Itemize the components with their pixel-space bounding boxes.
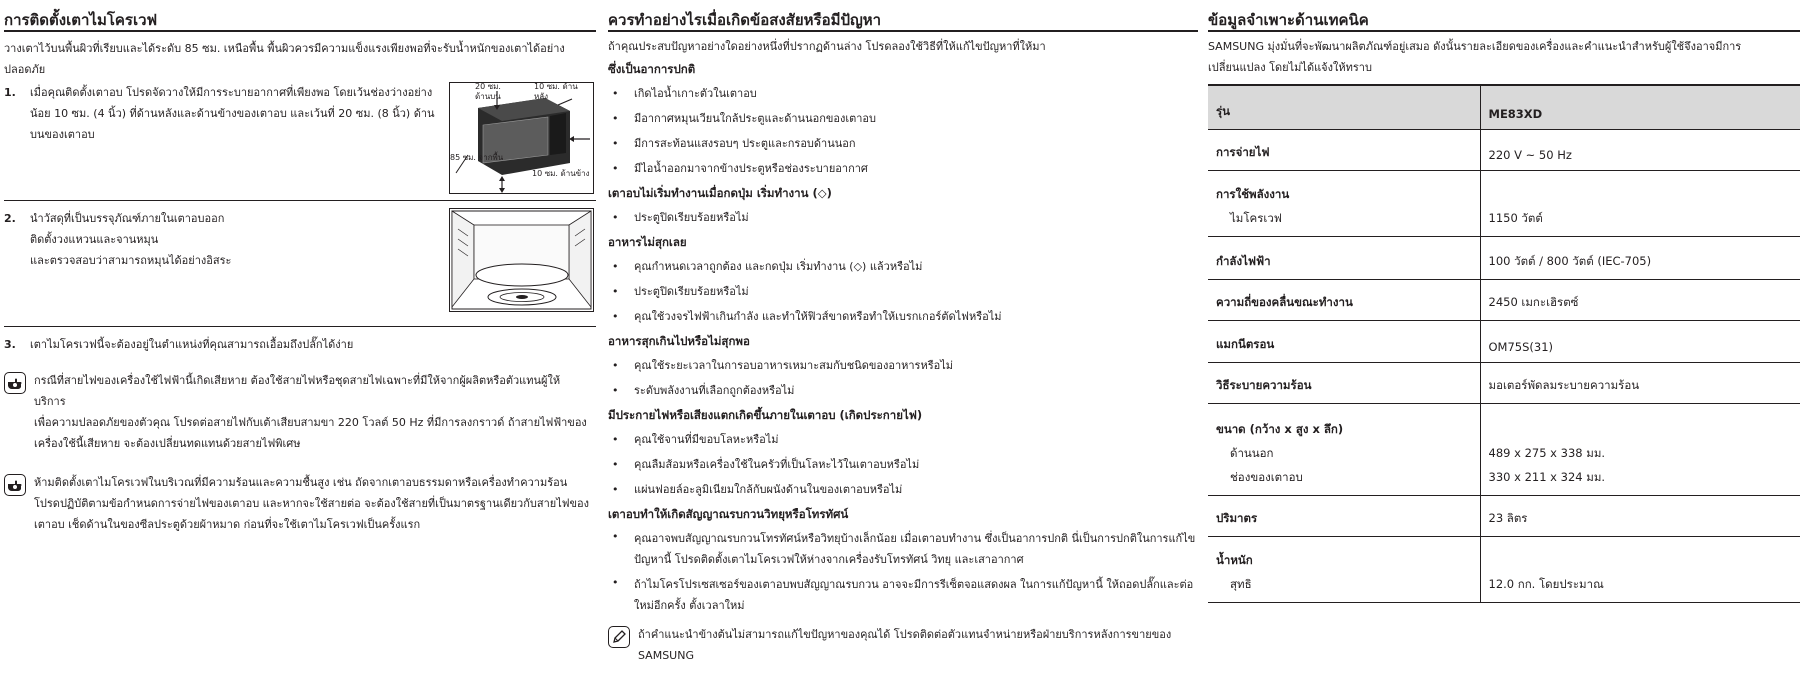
step-number: 2. <box>4 212 16 225</box>
list-item: • ประตูปิดเรียบร้อยหรือไม่ <box>608 205 1198 230</box>
spec-value: 23 ลิตร <box>1480 495 1800 536</box>
spec-label-main: การใช้พลังงาน <box>1216 186 1290 201</box>
specifications-title: ข้อมูลจำเพาะด้านเทคนิค <box>1208 11 1369 29</box>
step-text <box>30 208 430 271</box>
divider <box>4 200 596 201</box>
spec-value: 220 V ~ 50 Hz <box>1480 129 1800 170</box>
turntable-figure <box>449 208 594 312</box>
list-item: • คุณใช้วงจรไฟฟ้าเกินกำลัง และทำให้ฟิวส์ขาดหรือทำให้เบรกเกอร์ตัดไฟหรือไม่ <box>608 304 1198 329</box>
list-item: • ประตูปิดเรียบร้อยหรือไม่ <box>608 279 1198 304</box>
group-heading: เตาอบไม่เริ่มทำงานเมื่อกดปุ่ม เริ่มทำงาน (◇) <box>608 186 832 200</box>
table-row <box>1208 170 1800 236</box>
table-row <box>1208 495 1800 536</box>
back-clearance-label: 10 ซม. ด้านหลัง <box>534 82 578 101</box>
spec-sublabel: ด้านนอก <box>1230 445 1274 460</box>
troubleshooting-title: ควรทำอย่างไรเมื่อเกิดข้อสงสัยหรือมีปัญหา <box>608 11 882 29</box>
group-heading: มีประกายไฟหรือเสียงแตกเกิดขึ้นภายในเตาอบ (เกิดประกายไฟ) <box>608 408 923 422</box>
list-item: • คุณลืมส้อมหรือเครื่องใช้ในครัวที่เป็นโลหะไว้ในเตาอบหรือไม่ <box>608 452 1198 477</box>
list-item: • คุณอาจพบสัญญาณรบกวนโทรทัศน์หรือวิทยุบ้างเล็กน้อย เมื่อเตาอบทำงาน ซึ่งเป็นอาการปกติ นี่เป็นการปกติในการแก้ไขปัญหานี้ โปรดติดตั้งเตาไมโครเวฟให้ห่างจากเครื่องรับโทรทัศน์ วิทยุ และเสาอากาศ <box>608 526 1198 572</box>
spec-label: กำลังไฟฟ้า <box>1208 236 1480 279</box>
table-row <box>1208 320 1800 362</box>
table-row <box>1208 403 1800 495</box>
table-row <box>1208 236 1800 279</box>
step-line: และตรวจสอบว่าสามารถหมุนได้อย่างอิสระ <box>30 254 232 267</box>
note-paragraph: กรณีที่สายไฟของเครื่องใช้ไฟฟ้านี้เกิดเสียหาย ต้องใช้สายไฟหรือชุดสายไฟเฉพาะที่มีให้จากผู้ผลิตหรือตัวแทนผู้ให้บริการ <box>34 374 561 408</box>
spec-label: แมกนีตรอน <box>1208 320 1480 362</box>
hand-pointer-icon <box>4 372 26 394</box>
table-header-row <box>1208 85 1800 129</box>
installation-intro: วางเตาไว้บนพื้นผิวที่เรียบและได้ระดับ 85 ซม. เหนือพื้น พื้นผิวควรมีความแข็งแรงเพียงพอที่จะรับน้ำหนักของเตาได้อย่างปลอดภัย <box>4 42 565 76</box>
floor-clearance-label: 85 ซม. จากพื้น <box>450 153 504 162</box>
step-text: เตาไมโครเวฟนี้จะต้องอยู่ในตำแหน่งที่คุณสามารถเอื้อมถึงปลั๊กได้ง่าย <box>30 338 354 351</box>
list-item: • คุณกำหนดเวลาถูกต้อง และกดปุ่ม เริ่มทำงาน (◇) แล้วหรือไม่ <box>608 254 1198 279</box>
note-text <box>34 370 590 454</box>
contact-note <box>608 624 1198 668</box>
spec-value: 1150 วัตต์ <box>1480 170 1800 236</box>
troubleshooting-intro: ถ้าคุณประสบปัญหาอย่างใดอย่างหนึ่งที่ปรากฏด้านล่าง โปรดลองใช้วิธีที่ให้แก้ไขปัญหาที่ให้มา <box>608 40 1046 53</box>
group-heading: เตาอบทำให้เกิดสัญญาณรบกวนวิทยุหรือโทรทัศน์ <box>608 507 849 521</box>
spec-label: ปริมาตร <box>1208 495 1480 536</box>
spec-sublabel: สุทธิ <box>1230 576 1252 591</box>
list-item: • เกิดไอน้ำเกาะตัวในเตาอบ <box>608 81 1198 106</box>
pencil-note-icon <box>608 626 630 648</box>
group-heading: ซึ่งเป็นอาการปกติ <box>608 62 696 76</box>
divider <box>4 326 596 327</box>
note-text: ถ้าคำแนะนำข้างต้นไม่สามารถแก้ไขปัญหาของคุณได้ โปรดติดต่อตัวแทนจำหน่ายหรือฝ่ายบริการหลังการขายของ SAMSUNG <box>638 628 1172 662</box>
table-row <box>1208 536 1800 602</box>
list-item: • มีอากาศหมุนเวียนใกล้ประตูและด้านนอกของเตาอบ <box>608 106 1198 131</box>
note-paragraph: เพื่อความปลอดภัยของตัวคุณ โปรดต่อสายไฟกับเต้าเสียบสามขา 220 โวลต์ 50 Hz ที่มีการลงกราวด์ ถ้าสายไฟฟ้าของเครื่องใช้นี้เสียหาย จะต้องเปลี่ยนทดแทนด้วยสายไฟพิเศษ <box>34 416 587 450</box>
spec-label-main: น้ำหนัก <box>1216 552 1253 567</box>
step-line: ติดตั้งวงแหวนและจานหมุน <box>30 233 159 246</box>
spec-label <box>1208 403 1480 495</box>
step-text: เมื่อคุณติดตั้งเตาอบ โปรดจัดวางให้มีการระบายอากาศที่เพียงพอ โดยเว้นช่องว่างอย่างน้อย 10 ซม. (4 นิ้ว) ที่ด้านหลังและด้านข้างของเตาอบ และเว้นที่ 20 ซม. (8 นิ้ว) ด้านบนของเตาอบ <box>30 86 435 141</box>
list-item: • คุณใช้จานที่มีขอบโลหะหรือไม่ <box>608 427 1198 452</box>
group-heading: อาหารสุกเกินไปหรือไม่สุกพอ <box>608 334 750 348</box>
spec-value: OM75S(31) <box>1480 320 1800 362</box>
spec-label: วิธีระบายความร้อน <box>1208 362 1480 403</box>
spec-value-line: 489 x 275 x 338 มม. <box>1488 445 1606 460</box>
spec-value: มอเตอร์พัดลมระบายความร้อน <box>1480 362 1800 403</box>
spec-label <box>1208 536 1480 602</box>
list-item: • แผ่นฟอยล์อะลูมิเนียมใกล้กับผนังด้านในของเตาอบหรือไม่ <box>608 477 1198 502</box>
list-item: • คุณใช้ระยะเวลาในการอบอาหารเหมาะสมกับชนิดของอาหารหรือไม่ <box>608 353 1198 378</box>
spec-sublabel: ช่องของเตาอบ <box>1230 469 1303 484</box>
list-item: • มีการสะท้อนแสงรอบๆ ประตูและกรอบด้านนอก <box>608 131 1198 156</box>
spec-value: 12.0 กก. โดยประมาณ <box>1480 536 1800 602</box>
hand-pointer-icon <box>4 474 26 496</box>
group-heading: อาหารไม่สุกเลย <box>608 235 687 249</box>
spec-sublabel: ไมโครเวฟ <box>1230 210 1282 225</box>
installation-title: การติดตั้งเตาไมโครเวฟ <box>4 11 158 29</box>
spec-label: การจ่ายไฟ <box>1208 129 1480 170</box>
specifications-section <box>1208 0 1800 692</box>
clearance-figure <box>449 82 594 194</box>
table-row <box>1208 362 1800 403</box>
table-row <box>1208 279 1800 320</box>
installation-section <box>4 0 596 692</box>
top-clearance-label: 20 ซม. ด้านบน <box>475 82 501 101</box>
spec-value: 100 วัตต์ / 800 วัตต์ (IEC-705) <box>1480 236 1800 279</box>
model-label: รุ่น <box>1208 85 1480 129</box>
spec-label: ความถี่ของคลื่นขณะทำงาน <box>1208 279 1480 320</box>
list-item: • มีไอน้ำออกมาจากข้างประตูหรือช่องระบายอากาศ <box>608 156 1198 181</box>
list-item: • ระดับพลังงานที่เลือกถูกต้องหรือไม่ <box>608 378 1198 403</box>
spec-value <box>1480 403 1800 495</box>
step-number: 3. <box>4 338 16 351</box>
spec-label <box>1208 170 1480 236</box>
side-clearance-label: 10 ซม. ด้านข้าง <box>532 169 590 178</box>
step-number: 1. <box>4 86 16 99</box>
spec-value-line: 330 x 211 x 324 มม. <box>1488 469 1606 484</box>
table-row <box>1208 129 1800 170</box>
step-line: นำวัสดุที่เป็นบรรจุภัณฑ์ภายในเตาอบออก <box>30 212 225 225</box>
troubleshooting-section <box>608 0 1198 692</box>
note-text: ห้ามติดตั้งเตาไมโครเวฟในบริเวณที่มีความร้อนและความชื้นสูง เช่น ถัดจากเตาอบธรรมดาหรือเครื่องทำความร้อน โปรดปฏิบัติตามข้อกำหนดการจ่ายไฟของเตาอบ และหากจะใช้สายต่อ จะต้องใช้สายที่เป็นมาตรฐานเดียวกับสายไฟของเตาอบ เช็ดด้านในของซีลประตูด้วยผ้าหมาด ก่อนที่จะใช้เตาไมโครเวฟเป็นครั้งแรก <box>34 476 590 531</box>
list-item: • ถ้าไมโครโปรเซสเซอร์ของเตาอบพบสัญญาณรบกวน อาจจะมีการรีเซ็ตจอแสดงผล ในการแก้ปัญหานี้ ให้ถอดปลั๊กและต่อใหม่อีกครั้ง ตั้งเวลาใหม่ <box>608 572 1198 618</box>
specifications-intro: SAMSUNG มุ่งมั่นที่จะพัฒนาผลิตภัณฑ์อยู่เสมอ ดังนั้นรายละเอียดของเครื่องและคำแนะนำสำหรับผู้ใช้จึงอาจมีการเปลี่ยนแปลง โดยไม่ได้แจ้งให้ทราบ <box>1208 40 1742 74</box>
oven-interior-illustration <box>450 209 593 311</box>
spec-label-main: ขนาด (กว้าง x สูง x ลึก) <box>1216 421 1344 436</box>
spec-table <box>1208 84 1800 603</box>
spec-value: 2450 เมกะเฮิรตซ์ <box>1480 279 1800 320</box>
model-value: ME83XD <box>1480 85 1800 129</box>
